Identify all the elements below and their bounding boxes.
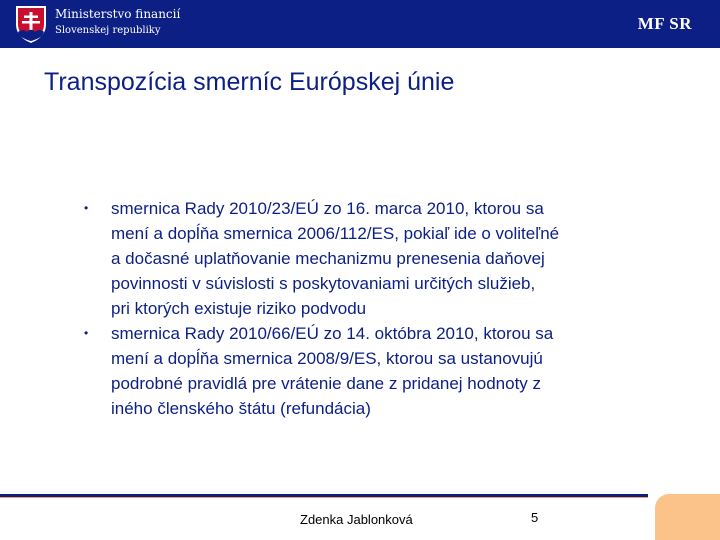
ministry-name: Ministerstvo financií — [55, 7, 181, 21]
ministry-abbreviation: MF SR — [637, 14, 692, 33]
corner-decoration — [655, 494, 720, 540]
page-number: 5 — [531, 510, 539, 525]
bullet-item — [84, 321, 690, 421]
bullet-line: iného členského štátu (refundácia) — [111, 399, 371, 418]
footer-divider-accent — [0, 497, 648, 498]
bullet-list — [84, 196, 690, 421]
bullet-marker: • — [84, 326, 89, 340]
bullet-line: smernica Rady 2010/66/EÚ zo 14. októbra 2010, ktorou sa — [111, 324, 554, 343]
footer-author: Zdenka Jablonková — [300, 512, 413, 527]
bullet-item — [84, 196, 690, 321]
bullet-line: mení a dopĺňa smernica 2006/112/ES, pokiaľ ide o voliteľné — [111, 224, 560, 243]
bullet-line: smernica Rady 2010/23/EÚ zo 16. marca 2010, ktorou sa — [111, 199, 544, 218]
bullet-marker: • — [84, 201, 89, 215]
bullet-line: povinnosti v súvislosti s poskytovaniami určitých služieb, — [111, 274, 536, 293]
ministry-subtitle: Slovenskej republiky — [55, 25, 161, 36]
slovak-coat-of-arms-icon — [14, 4, 48, 44]
bullet-line: a dočasné uplatňovanie mechanizmu prenesenia daňovej — [111, 249, 545, 268]
slide-title: Transpozícia smerníc Európskej únie — [44, 68, 455, 96]
bullet-line: mení a dopĺňa smernica 2008/9/ES, ktorou sa ustanovujú — [111, 349, 543, 368]
header-bar — [0, 0, 720, 48]
bullet-line: podrobné pravidlá pre vrátenie dane z pridanej hodnoty z — [111, 374, 542, 393]
bullet-line: pri ktorých existuje riziko podvodu — [111, 299, 367, 318]
